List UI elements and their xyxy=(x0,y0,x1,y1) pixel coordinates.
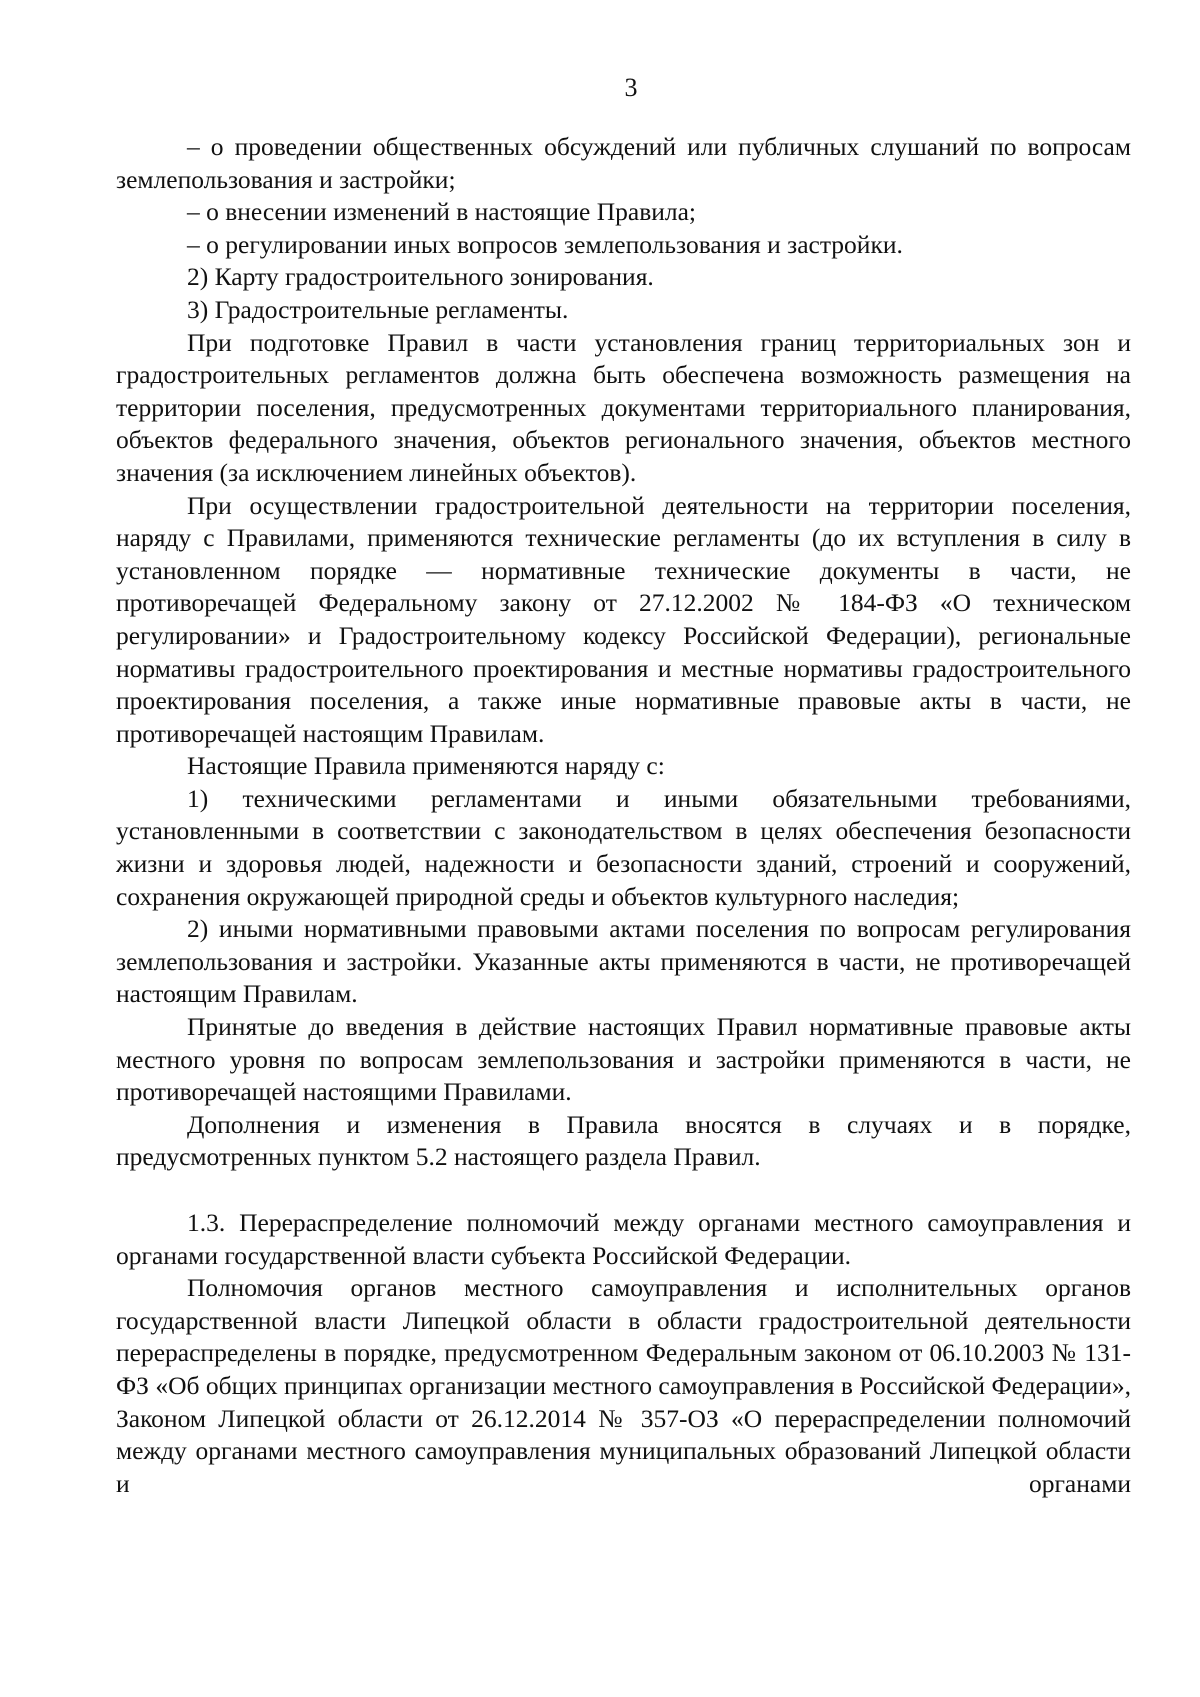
paragraph-amendments: Дополнения и изменения в Правила вносятся в случаях и в порядке, предусмотренных пунктом 5.2 настоящего раздела Правил. xyxy=(116,1109,1131,1172)
regulations-item: 3) Градостроительные регламенты. xyxy=(187,294,569,324)
document-body xyxy=(116,131,1131,1500)
list-item-technical-regulations: 1) техническими регламентами и иными обязательными требованиями, установленными в соответствии с законодательством в целях обеспечения безопасности жизни и здоровья людей, надежности и безопасности зданий, строений и сооружений, сохранения окружающей природной среды и объектов культурного наследия; xyxy=(116,783,1131,911)
page-number: 3 xyxy=(624,73,638,102)
list-item-public-hearings: – о проведении общественных обсуждений или публичных слушаний по вопросам землепользования и застройки; xyxy=(116,132,1131,194)
paragraph-technical-regulations: При осуществлении градостроительной деятельности на территории поселения, наряду с Правилами, применяются технические регламенты (до их вступления в силу в установленном порядке — нормативные технические документы в части, не противоречащей Федеральному закону от 27.12.2002 № 184-ФЗ «О техническом регулировании» и Градостроительному кодексу Российской Федерации), региональные нормативы градостроительного проектирования и местные нормативы градостроительного проектирования поселения, а также иные нормативные правовые акты в части, не противоречащей настоящим Правилам. xyxy=(116,490,1131,748)
section-heading-1-3: 1.3. Перераспределение полномочий между органами местного самоуправления и органами государственной власти субъекта Российской Федерации. xyxy=(116,1208,1131,1270)
paragraph-redistribution: Полномочия органов местного самоуправления и исполнительных органов государственной власти Липецкой области в области градостроительной деятельности перераспределены в порядке, предусмотренном Федеральным законом от 06.10.2003 № 131-ФЗ «Об общих принципах организации местного самоуправления в Российской Федерации», Законом Липецкой области от 26.12.2014 № 357-ОЗ «О перераспределении полномочий между органами местного самоуправления муниципальных образований Липецкой области и органами xyxy=(116,1273,1131,1498)
list-item-other-questions: – о регулировании иных вопросов землепользования и застройки. xyxy=(187,229,903,259)
list-item-local-acts: 2) иными нормативными правовыми актами поселения по вопросам регулирования землепользования и застройки. Указанные акты применяются в части, не противоречащей настоящим Правилам. xyxy=(116,914,1131,1009)
paragraph-applied-with: Настоящие Правила применяются наряду с: xyxy=(187,751,665,781)
zoning-map-item: 2) Карту градостроительного зонирования. xyxy=(187,262,654,292)
section-spacer xyxy=(116,1174,1131,1207)
list-item-rule-changes: – о внесении изменений в настоящие Правила; xyxy=(187,197,697,227)
paragraph-preparation: При подготовке Правил в части установления границ территориальных зон и градостроительных регламентов должна быть обеспечена возможность размещения на территории поселения, предусмотренных документами территориального планирования, объектов федерального значения, объектов регионального значения, объектов местного значения (за исключением линейных объектов). xyxy=(116,327,1131,487)
paragraph-prior-acts: Принятые до введения в действие настоящих Правил нормативные правовые акты местного уровня по вопросам землепользования и застройки применяются в части, не противоречащей настоящими Правилами. xyxy=(116,1012,1131,1107)
